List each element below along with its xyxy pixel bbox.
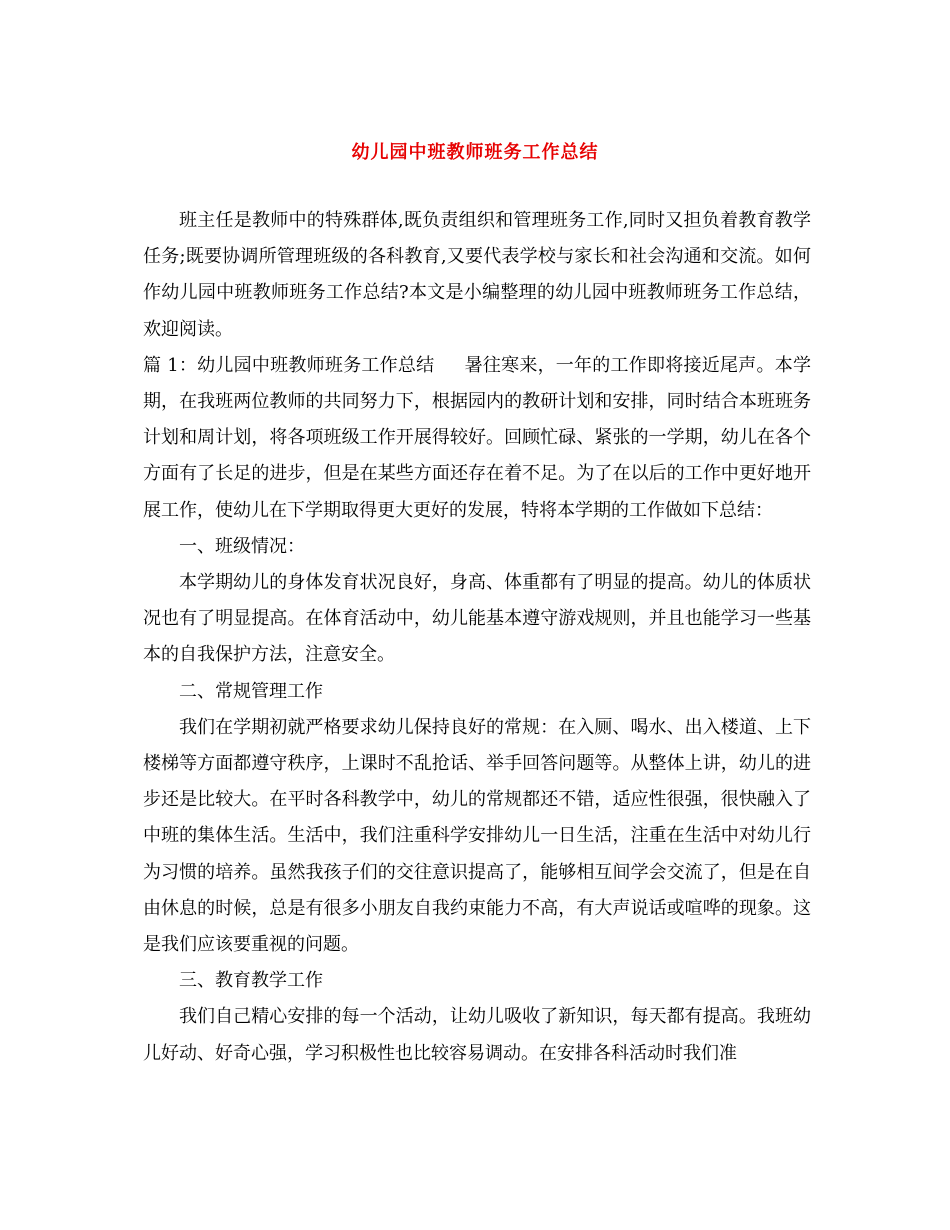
- section-text-2: 我们在学期初就严格要求幼儿保持良好的常规：在入厕、喝水、出入楼道、上下楼梯等方面都遵守秩序，上课时不乱抢话、举手回答问题等。从整体上讲，幼儿的进步还是比较大。在平时各科教学中，幼儿的常规都还不错，适应性很强，很快融入了中班的集体生活。生活中，我们注重科学安排幼儿一日生活，注重在生活中对幼儿行为习惯的培养。虽然我孩子们的交往意识提高了，能够相互间学会交流了，但是在自由休息的时候，总是有很多小朋友自我约束能力不高，有大声说话或喧哗的现象。这是我们应该要重视的问题。: [143, 716, 811, 956]
- section-text-3: 我们自己精心安排的每一个活动，让幼儿吸收了新知识，每天都有提高。我班幼儿好动、好奇心强，学习积极性也比较容易调动。在安排各科活动时我们准: [143, 1006, 811, 1064]
- chapter-paragraph: [143, 348, 811, 529]
- document-body: [143, 203, 811, 1072]
- intro-paragraph: 班主任是教师中的特殊群体,既负责组织和管理班务工作,同时又担负着教育教学任务;既要协调所管理班级的各科教育,又要代表学校与家长和社会沟通和交流。如何作幼儿园中班教师班务工作总结?本文是小编整理的幼儿园中班教师班务工作总结，欢迎阅读。: [143, 210, 811, 340]
- section-heading-3: 三、教育教学工作: [179, 970, 323, 992]
- section-heading-1: 一、班级情况：: [179, 535, 305, 557]
- chapter-text: 暑往寒来，一年的工作即将接近尾声。本学期，在我班两位教师的共同努力下，根据园内的教研计划和安排，同时结合本班班务计划和周计划，将各项班级工作开展得较好。回顾忙碌、紧张的一学期，幼儿在各个方面有了长足的进步，但是在某些方面还存在着不足。为了在以后的工作中更好地开展工作，使幼儿在下学期取得更大更好的发展，特将本学期的工作做如下总结：: [143, 354, 811, 521]
- section-heading-2: 二、常规管理工作: [179, 680, 323, 702]
- section-text-1: 本学期幼儿的身体发育状况良好，身高、体重都有了明显的提高。幼儿的体质状况也有了明显提高。在体育活动中，幼儿能基本遵守游戏规则，并且也能学习一些基本的自我保护方法，注意安全。: [143, 572, 811, 666]
- chapter-label: 篇 1：幼儿园中班教师班务工作总结: [143, 354, 435, 376]
- document-title: 幼儿园中班教师班务工作总结: [351, 142, 599, 163]
